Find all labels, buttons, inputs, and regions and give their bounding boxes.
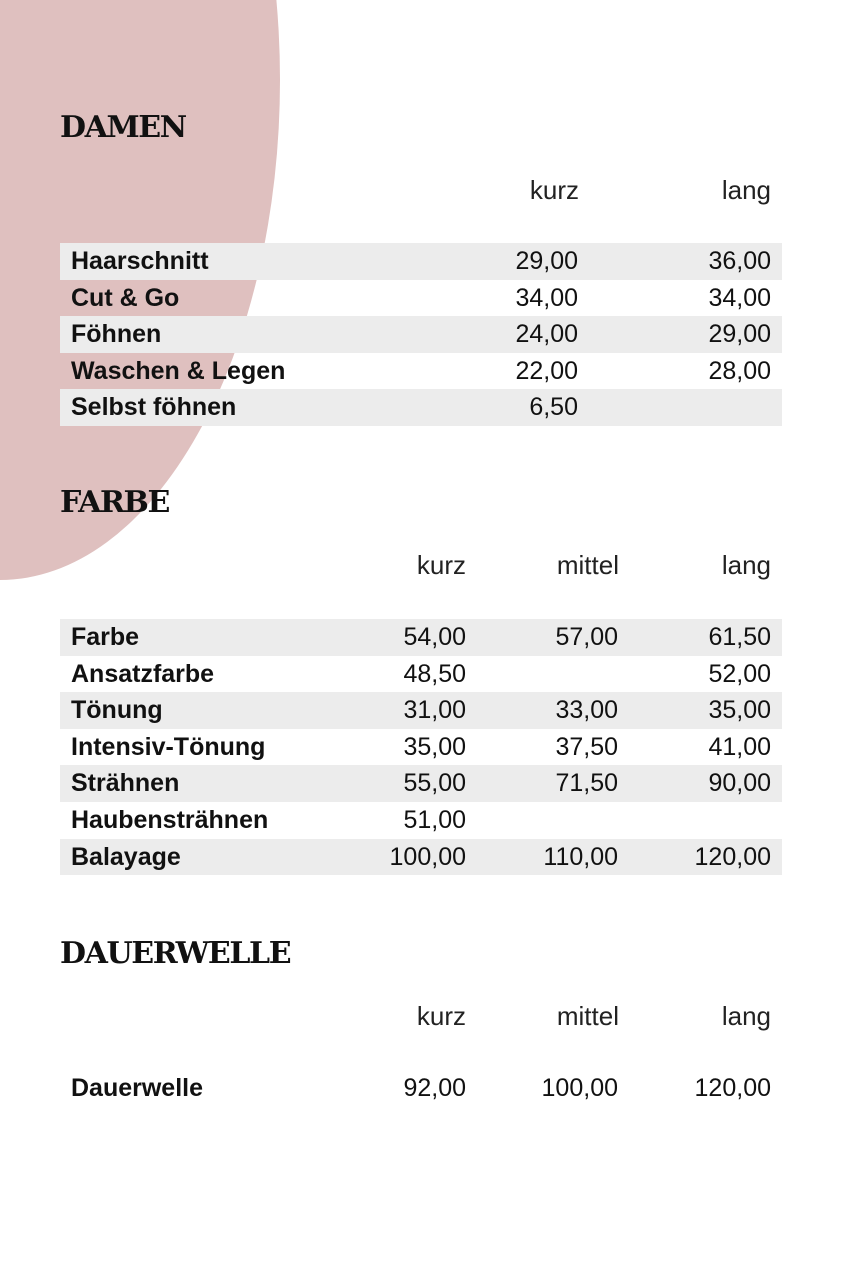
price-lang: 120,00 <box>694 1074 771 1102</box>
price-kurz: 100,00 <box>389 842 466 871</box>
table-row <box>60 619 782 656</box>
section-title-damen: DAMEN <box>60 110 186 145</box>
service-name: Intensiv-Tönung <box>71 732 266 761</box>
col-header-mittel: mittel <box>556 1001 619 1031</box>
col-header-lang: lang <box>721 1001 771 1031</box>
price-lang: 61,50 <box>708 623 771 651</box>
service-name: Balayage <box>71 842 181 871</box>
service-name: Dauerwelle <box>71 1074 204 1102</box>
service-name: Haarschnitt <box>71 247 209 275</box>
price-mittel: 57,00 <box>555 623 618 651</box>
price-lang: 35,00 <box>708 696 771 725</box>
price-kurz: 22,00 <box>515 356 578 385</box>
service-name: Strähnen <box>71 769 180 798</box>
table-row <box>60 316 782 353</box>
price-kurz: 51,00 <box>403 805 466 834</box>
service-name: Waschen & Legen <box>71 356 286 385</box>
price-mittel: 71,50 <box>555 769 618 798</box>
price-kurz: 54,00 <box>403 623 466 651</box>
price-table-farbe <box>60 619 782 875</box>
price-table-damen <box>60 243 782 426</box>
price-mittel: 33,00 <box>555 696 618 725</box>
table-row <box>60 353 782 390</box>
table-row <box>60 692 782 729</box>
table-row <box>60 243 782 280</box>
table-row <box>60 802 782 839</box>
price-kurz: 6,50 <box>529 393 578 422</box>
price-kurz: 24,00 <box>515 320 578 349</box>
service-name: Cut & Go <box>71 283 180 312</box>
price-lang: 52,00 <box>708 659 771 688</box>
service-name: Farbe <box>71 623 140 651</box>
price-lang: 90,00 <box>708 769 771 798</box>
table-row <box>60 839 782 876</box>
price-table-dauerwelle <box>60 1070 782 1107</box>
table-row <box>60 389 782 426</box>
col-header-kurz: kurz <box>416 1001 466 1031</box>
section-title-dauerwelle: DAUERWELLE <box>60 936 291 971</box>
table-row <box>60 1070 782 1107</box>
price-lang: 29,00 <box>708 320 771 349</box>
table-row <box>60 656 782 693</box>
service-name: Tönung <box>71 696 163 725</box>
price-lang: 28,00 <box>708 356 771 385</box>
col-header-kurz: kurz <box>529 175 579 205</box>
service-name: Föhnen <box>71 320 162 349</box>
service-name: Selbst föhnen <box>71 393 237 422</box>
service-name: Ansatzfarbe <box>71 659 215 688</box>
service-name: Haubensträhnen <box>71 805 269 834</box>
table-row <box>60 280 782 317</box>
price-lang: 36,00 <box>708 247 771 275</box>
price-mittel: 100,00 <box>541 1074 618 1102</box>
col-header-mittel: mittel <box>556 550 619 580</box>
section-title-farbe: FARBE <box>60 485 169 520</box>
price-mittel: 110,00 <box>543 842 618 871</box>
price-kurz: 55,00 <box>403 769 466 798</box>
price-kurz: 29,00 <box>515 247 578 275</box>
table-row <box>60 729 782 766</box>
col-header-lang: lang <box>721 175 771 205</box>
price-kurz: 31,00 <box>403 696 466 725</box>
price-lang: 120,00 <box>694 842 771 871</box>
col-header-lang: lang <box>721 550 771 580</box>
table-row <box>60 765 782 802</box>
price-kurz: 34,00 <box>515 283 578 312</box>
price-kurz: 35,00 <box>403 732 466 761</box>
col-header-kurz: kurz <box>416 550 466 580</box>
price-lang: 41,00 <box>708 732 771 761</box>
price-lang: 34,00 <box>708 283 771 312</box>
price-kurz: 92,00 <box>403 1074 466 1102</box>
price-mittel: 37,50 <box>555 732 618 761</box>
price-kurz: 48,50 <box>403 659 466 688</box>
